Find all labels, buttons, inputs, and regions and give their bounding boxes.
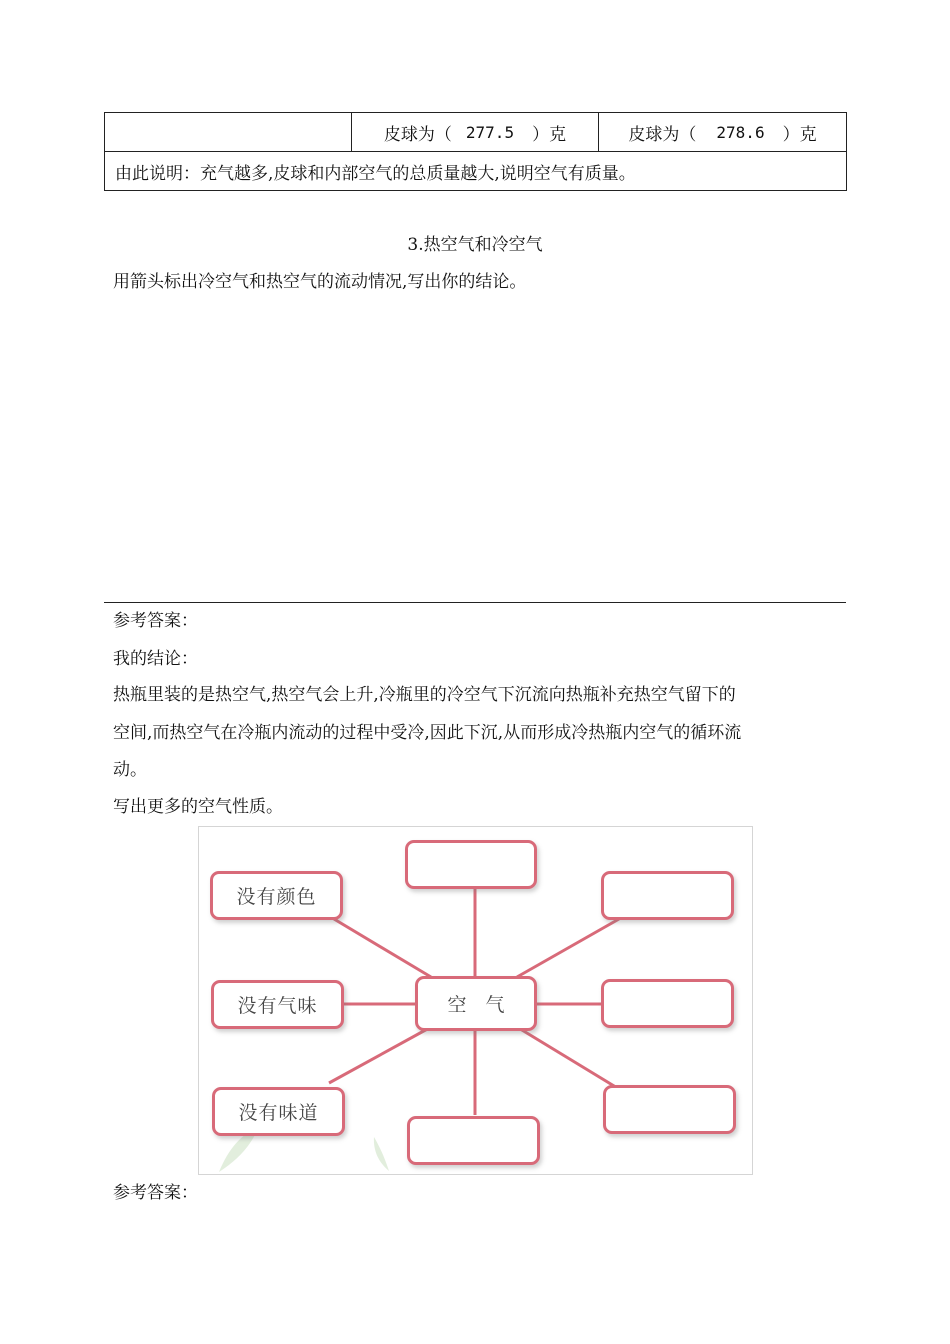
answer-line: 空间,而热空气在冷瓶内流动的过程中受冷,因此下沉,从而形成冷热瓶内空气的循环流 bbox=[113, 723, 742, 743]
ball-mass-cell-2 bbox=[599, 113, 847, 152]
mass-prefix: 皮球为（ bbox=[628, 124, 697, 145]
top-node bbox=[405, 840, 537, 889]
connector-line bbox=[329, 1027, 431, 1083]
connector-line bbox=[517, 1027, 619, 1089]
instruction-text: 用箭头标出冷空气和热空气的流动情况,写出你的结论。 bbox=[113, 272, 527, 292]
result-table bbox=[104, 112, 847, 191]
section-title: 3.热空气和冷空气 bbox=[407, 235, 543, 255]
node-odorless: 没有气味 bbox=[211, 980, 344, 1029]
connector-line bbox=[334, 919, 431, 977]
leaf-decoration bbox=[374, 1137, 389, 1171]
right-top-node bbox=[601, 871, 734, 920]
empty-cell bbox=[105, 113, 352, 152]
node-tasteless: 没有味道 bbox=[212, 1087, 345, 1136]
mass-value: 277.5 bbox=[465, 122, 515, 142]
mass-suffix: ）克 bbox=[532, 124, 567, 145]
my-conclusion-label: 我的结论： bbox=[113, 649, 198, 669]
mass-value: 278.6 bbox=[716, 122, 765, 142]
center-node-air: 空 气 bbox=[415, 976, 537, 1031]
answer-line: 热瓶里装的是热空气,热空气会上升,冷瓶里的冷空气下沉流向热瓶补充热空气留下的 bbox=[113, 685, 736, 705]
ball-mass-cell-1 bbox=[352, 113, 599, 152]
mass-suffix: ）克 bbox=[782, 124, 817, 145]
reference-answer-label: 参考答案： bbox=[113, 611, 198, 631]
divider bbox=[104, 602, 846, 603]
right-bottom-node bbox=[603, 1085, 736, 1134]
answer-line: 动。 bbox=[113, 760, 147, 780]
node-colorless: 没有颜色 bbox=[210, 871, 343, 920]
mass-prefix: 皮球为（ bbox=[383, 124, 452, 145]
air-properties-diagram bbox=[198, 826, 753, 1175]
conclusion-cell: 由此说明：充气越多,皮球和内部空气的总质量越大,说明空气有质量。 bbox=[105, 152, 847, 191]
properties-prompt: 写出更多的空气性质。 bbox=[113, 797, 283, 817]
bottom-node bbox=[407, 1116, 540, 1165]
connector-line bbox=[517, 919, 619, 977]
right-mid-node bbox=[601, 979, 734, 1028]
reference-answer-label-2: 参考答案： bbox=[113, 1183, 198, 1203]
